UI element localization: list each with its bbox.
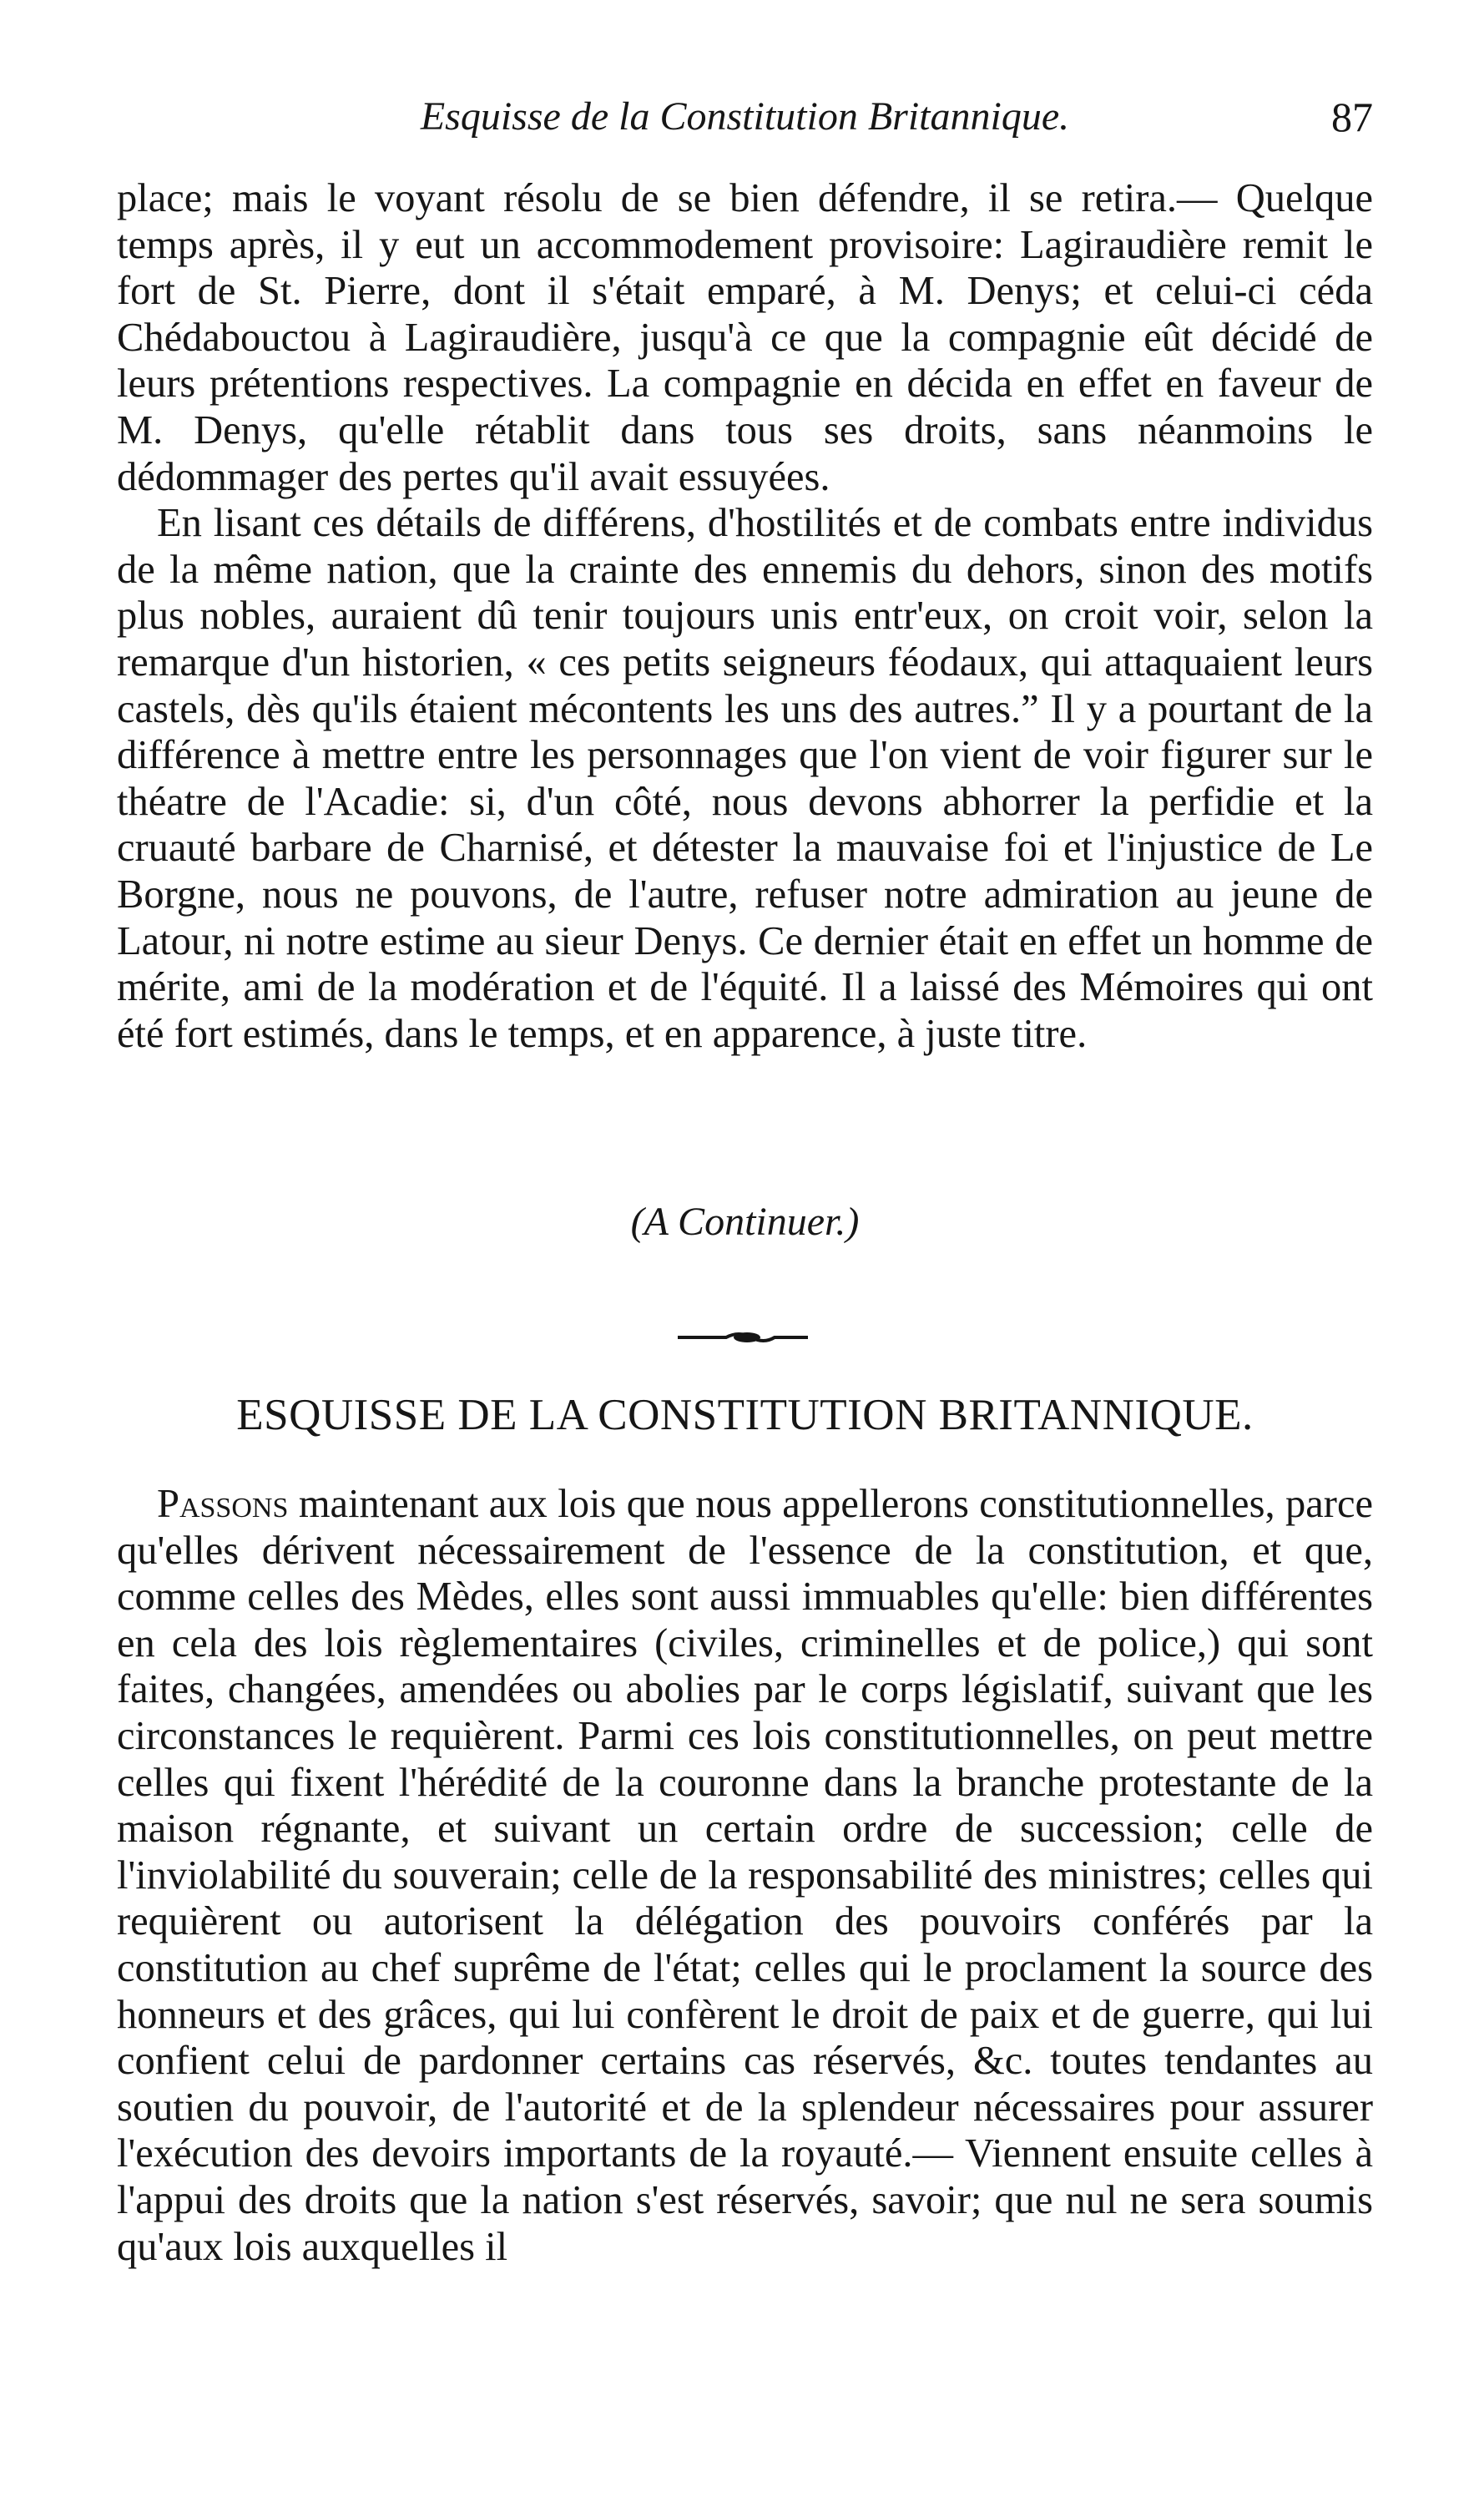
section-body <box>117 1481 1373 2270</box>
continued-article <box>117 175 1373 1057</box>
running-title: Esquisse de la Constitution Britannique. <box>420 94 1070 139</box>
page-header <box>117 83 1373 150</box>
continued-paragraph-1: place; mais le voyant résolu de se bien défendre, il se retira.— Quelque temps après, il y eut un accommodement provisoire: Lagiraudière remit le fort de St. Pierre, dont il s'était emparé, à M. Denys; et celui-ci céda Chédabouctou à Lagiraudière, jusqu'à ce que la compagnie eût décidé de leurs prétentions respectives. La compagnie en décida en effet en faveur de M. Denys, qu'elle rétablit dans tous ses droits, sans néanmoins le dédommager des pertes qu'il avait essuyées. <box>117 176 1373 499</box>
section-title: ESQUISSE DE LA CONSTITUTION BRITANNIQUE. <box>236 1391 1254 1439</box>
section-paragraph-1-text: maintenant aux lois que nous appellerons constitutionnelles, parce qu'elles dérivent nécessairement de l'essence de la constitution, et que, comme celles des Mèdes, elles sont aussi immuables qu'elle: bien différentes en cela des lois règlementaires (civiles, criminelles et de police,) qui sont faites, changées, amendées ou abolies par le corps législatif, suivant que les circonstances le requièrent. Parmi ces lois constitutionnelles, on peut mettre celles qui fixent l'hérédité de la couronne dans la branche protestante de la maison régnante, et suivant un certain ordre de succession; celle de l'inviolabilité du souverain; celle de la responsabilité des ministres; celles qui requièrent ou autorisent la délégation des pouvoirs conférés par la constitution au chef suprême de l'état; celles qui le proclament la source des honneurs et des grâces, qui lui confèrent le droit de paix et de guerre, qui lui confient celui de pardonner certains cas réservés, &c. toutes tendantes au soutien du pouvoir, de l'autorité et de la splendeur nécessaires pour assurer l'exécution des devoirs importants de la royauté.— Viennent ensuite celles à l'appui des droits que la nation s'est réservés, savoir; que nul ne sera soumis qu'aux lois auxquelles il <box>117 1482 1373 2269</box>
section-divider-ornament <box>676 1327 810 1347</box>
page-number: 87 <box>1331 94 1373 140</box>
continuation-note: (A Continuer.) <box>630 1200 860 1244</box>
lead-word: Passons <box>157 1482 289 1526</box>
continued-paragraph-2: En lisant ces détails de différens, d'hostilités et de combats entre individus de la même nation, que la crainte des ennemis du dehors, sinon des motifs plus nobles, auraient dû tenir toujours unis entr'eux, on croit voir, selon la remarque d'un historien, « ces petits seigneurs féodaux, qui attaquaient leurs castels, dès qu'ils étaient mécontents les uns des autres.” Il y a pourtant de la différence à mettre entre les personnages que l'on vient de voir figurer sur le théatre de l'Acadie: si, d'un côté, nous devons abhorrer la perfidie et la cruauté barbare de Charnisé, et détester la mauvaise foi et l'injustice de Le Borgne, nous ne pouvons, de l'autre, refuser notre admiration au jeune de Latour, ni notre estime au sieur Denys. Ce dernier était en effet un homme de mérite, ami de la modération et de l'équité. Il a laissé des Mémoires qui ont été fort estimés, dans le temps, et en apparence, à juste titre. <box>117 501 1373 1056</box>
section-paragraph-1 <box>117 1481 1373 2270</box>
